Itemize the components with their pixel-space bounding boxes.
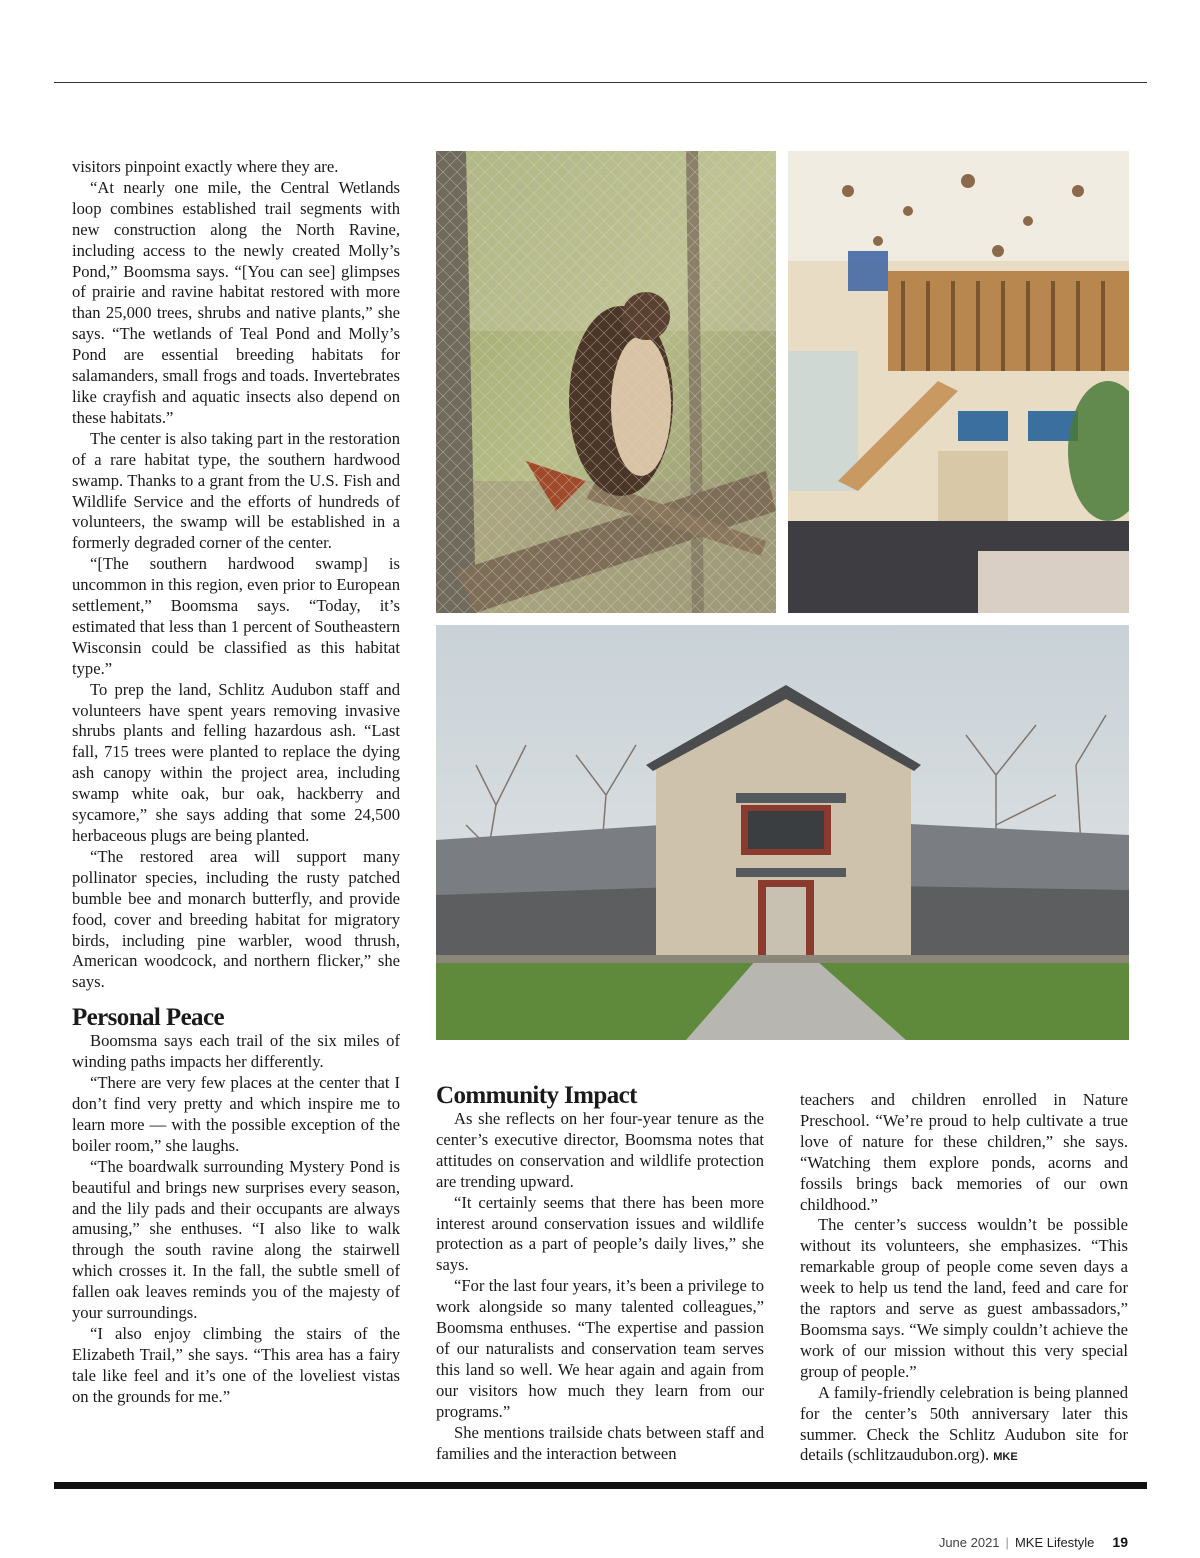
article-column-2 bbox=[436, 1083, 764, 1464]
paragraph: “For the last four years, it’s been a privilege to work alongside so many talented colleagues,” Boomsma enthuses. “The expertise and passion of our naturalists and conservation team serves this land so well. We hear again and again from our visitors how much they learn from our programs.” bbox=[436, 1276, 764, 1421]
paragraph-text: A family-friendly celebration is being planned for the center’s 50th anniversary later this summer. Check the Schlitz Audubon site for details (schlitzaudubon.org). bbox=[800, 1382, 1128, 1465]
section-heading-community-impact: Community Impact bbox=[436, 1082, 637, 1109]
magazine-name: MKE Lifestyle bbox=[1014, 1534, 1095, 1550]
section-heading-personal-peace: Personal Peace bbox=[72, 1004, 224, 1032]
page-number: 19 bbox=[1112, 1534, 1128, 1550]
footer-separator: | bbox=[1005, 1534, 1009, 1550]
top-rule bbox=[54, 82, 1147, 83]
paragraph: To prep the land, Schlitz Audubon staff and volunteers have spent years removing invasive shrubs plants and felling hazardous ash. “Last fall, 715 trees were planted to replace the dying ash canopy within the project area, including swamp white oak, bur oak, hackberry and sycamore,” she says adding that some 24,500 herbaceous plugs are being planted. bbox=[72, 679, 400, 845]
paragraph: teachers and children enrolled in Nature Preschool. “We’re proud to help cultivate a true love of nature for these children,” she says. “Watching them explore ponds, acorns and fossils brings back memories of our own childhood.” bbox=[800, 1090, 1128, 1214]
article-column-3 bbox=[800, 1090, 1128, 1468]
paragraph: “There are very few places at the center that I don’t find very pretty and which inspire me to learn more — with the possible exception of the boiler room,” she laughs. bbox=[72, 1073, 400, 1155]
paragraph: “The boardwalk surrounding Mystery Pond is beautiful and brings new surprises every season, and the lily pads and their occupants are always amusing,” she enthuses. “I also like to walk through the south ravine along the stairwell which crosses it. In the fall, the subtle smell of fallen oak leaves reminds you of the majesty of your surroundings. bbox=[72, 1156, 400, 1323]
page-footer bbox=[939, 1534, 1128, 1550]
signoff-mark: MKE bbox=[993, 1451, 1018, 1464]
paragraph: Boomsma says each trail of the six miles of winding paths impacts her differently. bbox=[72, 1031, 400, 1072]
photo-nature-center-interior bbox=[788, 151, 1129, 613]
issue-date: June 2021 bbox=[938, 1534, 1000, 1550]
paragraph: As she reflects on her four-year tenure as the center’s executive director, Boomsma notes that attitudes on conservation and wildlife protection are trending upward. bbox=[436, 1109, 764, 1191]
paragraph: The center’s success wouldn’t be possible without its volunteers, she emphasizes. “This remarkable group of people come seven days a week to help us tend the land, feed and care for the raptors and serve as guest ambassadors,” Boomsma says. “We simply couldn’t achieve the work of our mission without this very special group of people.” bbox=[800, 1215, 1128, 1381]
paragraph bbox=[800, 1383, 1128, 1469]
paragraph: “At nearly one mile, the Central Wetlands loop combines established trail segments with new construction along the North Ravine, including access to the newly created Molly’s Pond,” Boomsma says. “[You can see] glimpses of prairie and ravine habitat restored with more than 25,000 trees, shrubs and native plants,” she says. “The wetlands of Teal Pond and Molly’s Pond are essential breeding habitats for salamanders, small frogs and toads. Invertebrates like crayfish and aquatic insects also depend on these habitats.” bbox=[72, 177, 400, 427]
paragraph: visitors pinpoint exactly where they are. bbox=[72, 157, 339, 176]
paragraph: “It certainly seems that there has been more interest around conservation issues and wildlife protection as a part of people’s daily lives,” she says. bbox=[436, 1192, 764, 1275]
paragraph: “The restored area will support many pollinator species, including the rusty patched bumble bee and monarch butterfly, and provide food, cover and breeding habitat for migratory birds, including pine warbler, wood thrush, American woodcock, and northern flicker,” she says. bbox=[72, 846, 400, 992]
paragraph: She mentions trailside chats between staff and families and the interaction between bbox=[436, 1422, 764, 1463]
article-column-1 bbox=[72, 157, 400, 1408]
bottom-rule bbox=[54, 1482, 1147, 1489]
photo-nature-center-building bbox=[436, 625, 1129, 1040]
photo-red-tailed-hawk bbox=[436, 151, 776, 613]
paragraph: “[The southern hardwood swamp] is uncommon in this region, even prior to European settlement,” Boomsma says. “Today, it’s estimated that less than 1 percent of Southeastern Wisconsin could be classified as this habitat type.” bbox=[72, 554, 400, 678]
paragraph: The center is also taking part in the restoration of a rare habitat type, the southern hardwood swamp. Thanks to a grant from the U.S. Fish and Wildlife Service and the efforts of hundreds of volunteers, the swamp will be established in a formerly degraded corner of the center. bbox=[72, 428, 400, 553]
paragraph: “I also enjoy climbing the stairs of the Elizabeth Trail,” she says. “This area has a fairy tale like feel and it’s one of the loveliest vistas on the grounds for me.” bbox=[72, 1323, 400, 1406]
